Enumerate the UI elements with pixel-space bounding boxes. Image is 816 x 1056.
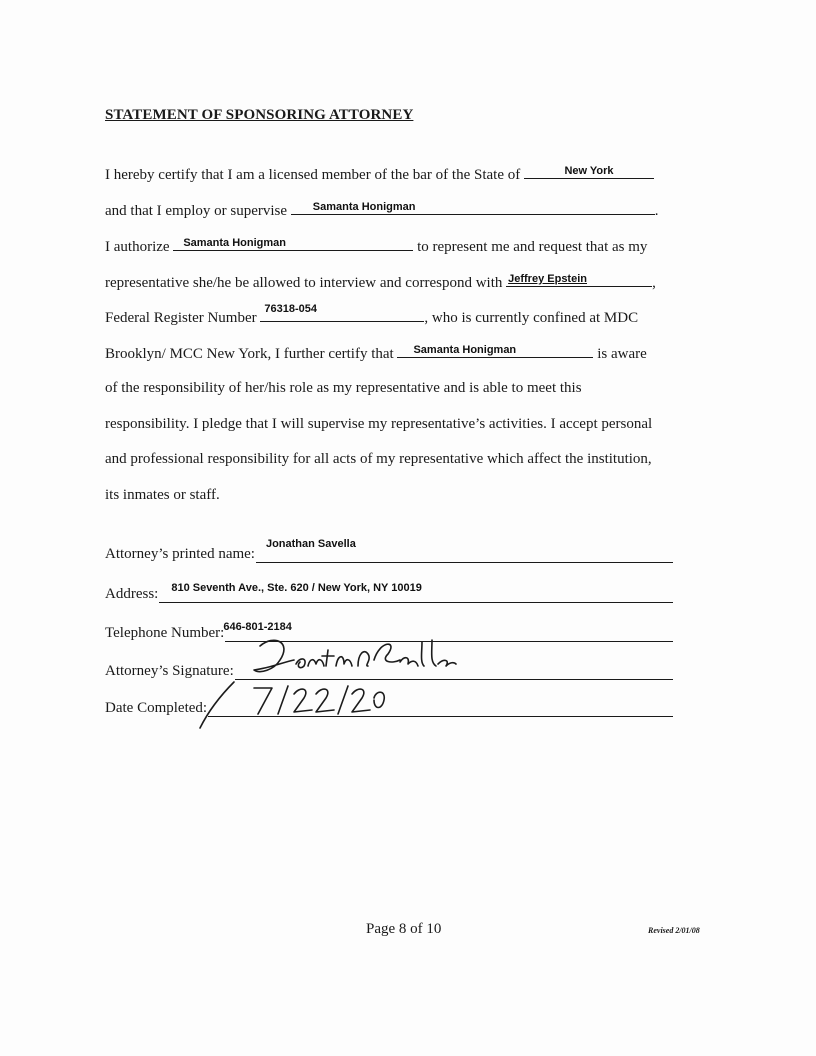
body-line: of the responsibility of her/his role as my representative and is able to meet this bbox=[105, 380, 582, 396]
register-value: 76318-054 bbox=[264, 303, 317, 315]
register-text: Federal Register Number bbox=[105, 310, 257, 326]
printed-name-row bbox=[105, 540, 673, 563]
certify-line-state bbox=[105, 164, 654, 184]
aware-pre-text: Brooklyn/ MCC New York, I further certify that bbox=[105, 346, 394, 362]
register-field bbox=[260, 303, 424, 322]
printed-name-field bbox=[256, 540, 673, 563]
authorized-value: Samanta Honigman bbox=[183, 237, 286, 249]
body-line: responsibility. I pledge that I will supervise my representative’s activities. I accept personal bbox=[105, 416, 653, 432]
interview-text: representative she/he be allowed to interview and correspond with bbox=[105, 275, 503, 291]
address-row bbox=[105, 580, 673, 603]
address-value: 810 Seventh Ave., Ste. 620 / New York, NY 10019 bbox=[171, 582, 422, 594]
aware-line bbox=[105, 343, 647, 363]
authorize-text: I authorize bbox=[105, 239, 170, 255]
address-label: Address: bbox=[105, 586, 159, 602]
aware-field bbox=[397, 343, 593, 358]
authorize-line bbox=[105, 236, 647, 256]
body-line: and professional responsibility for all acts of my representative which affect the institution, bbox=[105, 451, 652, 467]
handwritten-signature bbox=[240, 630, 490, 684]
phone-label: Telephone Number: bbox=[105, 625, 225, 641]
state-value: New York bbox=[564, 165, 614, 177]
authorize-post-text: to represent me and request that as my bbox=[417, 239, 648, 255]
certify-text: I hereby certify that I am a licensed member of the bar of the State of bbox=[105, 167, 521, 183]
register-line bbox=[105, 303, 639, 327]
employ-line bbox=[105, 200, 659, 220]
handwritten-date bbox=[196, 678, 396, 730]
inmate-field bbox=[506, 272, 652, 287]
printed-name-label: Attorney’s printed name: bbox=[105, 546, 255, 562]
employ-text: and that I employ or supervise bbox=[105, 203, 288, 219]
address-field bbox=[159, 580, 673, 603]
date-label: Date Completed: bbox=[105, 700, 208, 716]
authorized-field bbox=[173, 236, 413, 251]
body-line: its inmates or staff. bbox=[105, 487, 220, 503]
period-text: . bbox=[654, 203, 659, 219]
page-title: STATEMENT OF SPONSORING ATTORNEY bbox=[105, 107, 414, 123]
comma-text: , bbox=[652, 275, 656, 291]
page-number: Page 8 of 10 bbox=[366, 921, 442, 937]
interview-line bbox=[105, 272, 656, 292]
aware-value: Samanta Honigman bbox=[413, 344, 517, 356]
printed-name-value: Jonathan Savella bbox=[265, 538, 356, 550]
revision-note: Revised 2/01/08 bbox=[648, 926, 700, 935]
state-field bbox=[524, 164, 654, 179]
signature-label: Attorney’s Signature: bbox=[105, 663, 234, 679]
representative-value: Samanta Honigman bbox=[312, 201, 416, 213]
phone-value: 646-801-2184 bbox=[223, 621, 292, 633]
representative-field bbox=[291, 200, 655, 215]
confined-text: , who is currently confined at MDC bbox=[424, 310, 639, 326]
inmate-value: Jeffrey Epstein bbox=[508, 273, 587, 285]
aware-post-text: is aware bbox=[597, 346, 647, 362]
